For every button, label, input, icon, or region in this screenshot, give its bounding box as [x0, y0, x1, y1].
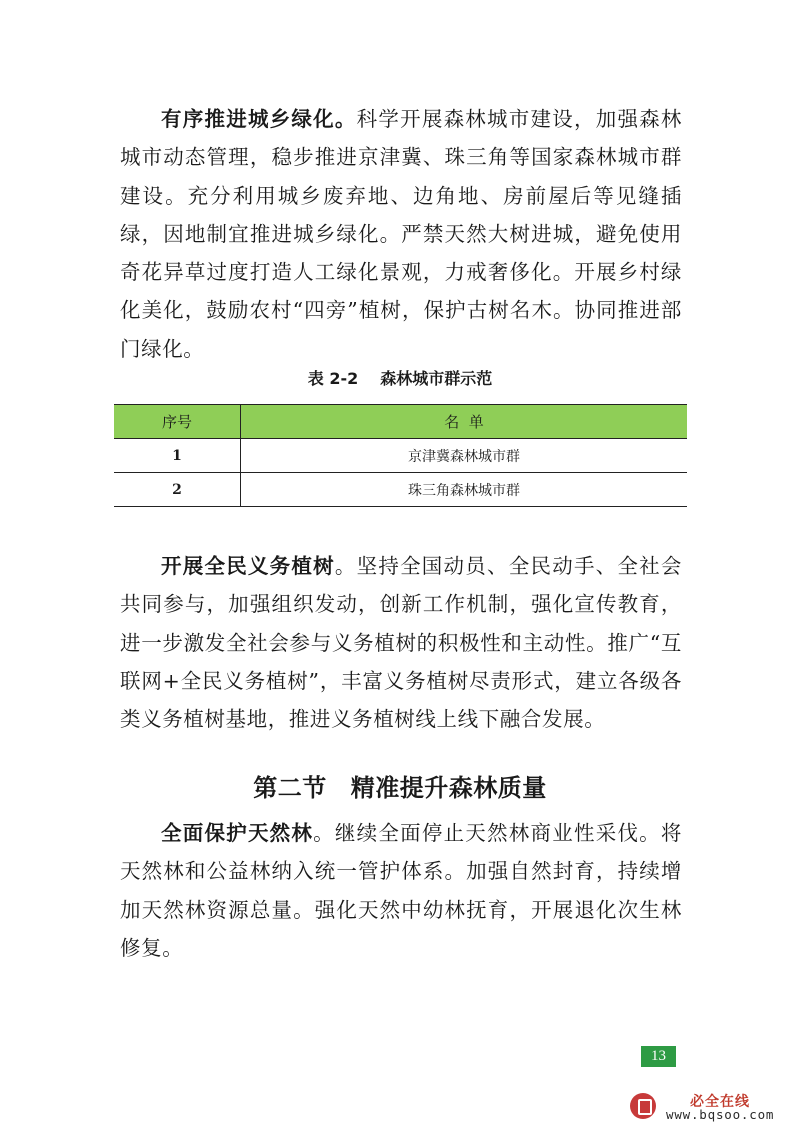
table-row [114, 473, 687, 507]
paragraph-urban-rural-greening [120, 100, 682, 368]
section-title: 精准提升森林质量 [350, 774, 547, 802]
section-heading [0, 768, 800, 803]
section-number: 第二节 [253, 774, 327, 802]
watermark-url: www.bqsoo.com [666, 1107, 775, 1122]
watermark [628, 1091, 778, 1125]
table-header-list: 名 单 [241, 405, 688, 439]
table-row [114, 439, 687, 473]
paragraph-natural-forest-protection [120, 814, 682, 967]
table-cell-name: 京津冀森林城市群 [241, 439, 688, 473]
table-header-row [114, 405, 687, 439]
paragraph-body: 科学开展森林城市建设，加强森林城市动态管理，稳步推进京津冀、珠三角等国家森林城市群建设。充分利用城乡废弃地、边角地、房前屋后等见缝插绿，因地制宜推进城乡绿化。严禁天然大树进城，避免使用奇花异草过度打造人工绿化景观，力戒奢侈化。开展乡村绿化美化，鼓励农村“四旁”植树，保护古树名木。协同推进部门绿化。 [120, 107, 683, 361]
table-caption [0, 366, 800, 389]
watermark-logo-icon [630, 1093, 656, 1119]
paragraph-lead: 有序推进城乡绿化。 [161, 107, 357, 131]
watermark-name: 必全在线 [690, 1094, 750, 1110]
paragraph-lead: 全面保护天然林 [161, 821, 314, 845]
table-caption-number: 表 2-2 [307, 369, 359, 388]
table-cell-name: 珠三角森林城市群 [241, 473, 688, 507]
paragraph-body: 。继续全面停止天然林商业性采伐。将天然林和公益林纳入统一管护体系。加强自然封育，持续增加天然林资源总量。强化天然中幼林抚育，开展退化次生林修复。 [120, 821, 683, 960]
paragraph-voluntary-tree-planting [120, 547, 682, 738]
paragraph-lead: 开展全民义务植树 [161, 554, 335, 578]
table-cell-index: 1 [114, 439, 241, 473]
table-header-index: 序号 [114, 405, 241, 439]
table-caption-title: 森林城市群示范 [380, 369, 493, 388]
table-cell-index: 2 [114, 473, 241, 507]
forest-city-cluster-table [114, 404, 687, 507]
page-number: 13 [641, 1046, 676, 1067]
paragraph-body: 。坚持全国动员、全民动手、全社会共同参与，加强组织发动，创新工作机制，强化宣传教育，进一步激发全社会参与义务植树的积极性和主动性。推广“互联网+全民义务植树”，丰富义务植树尽责形式，建立各级各类义务植树基地，推进义务植树线上线下融合发展。 [120, 554, 682, 732]
